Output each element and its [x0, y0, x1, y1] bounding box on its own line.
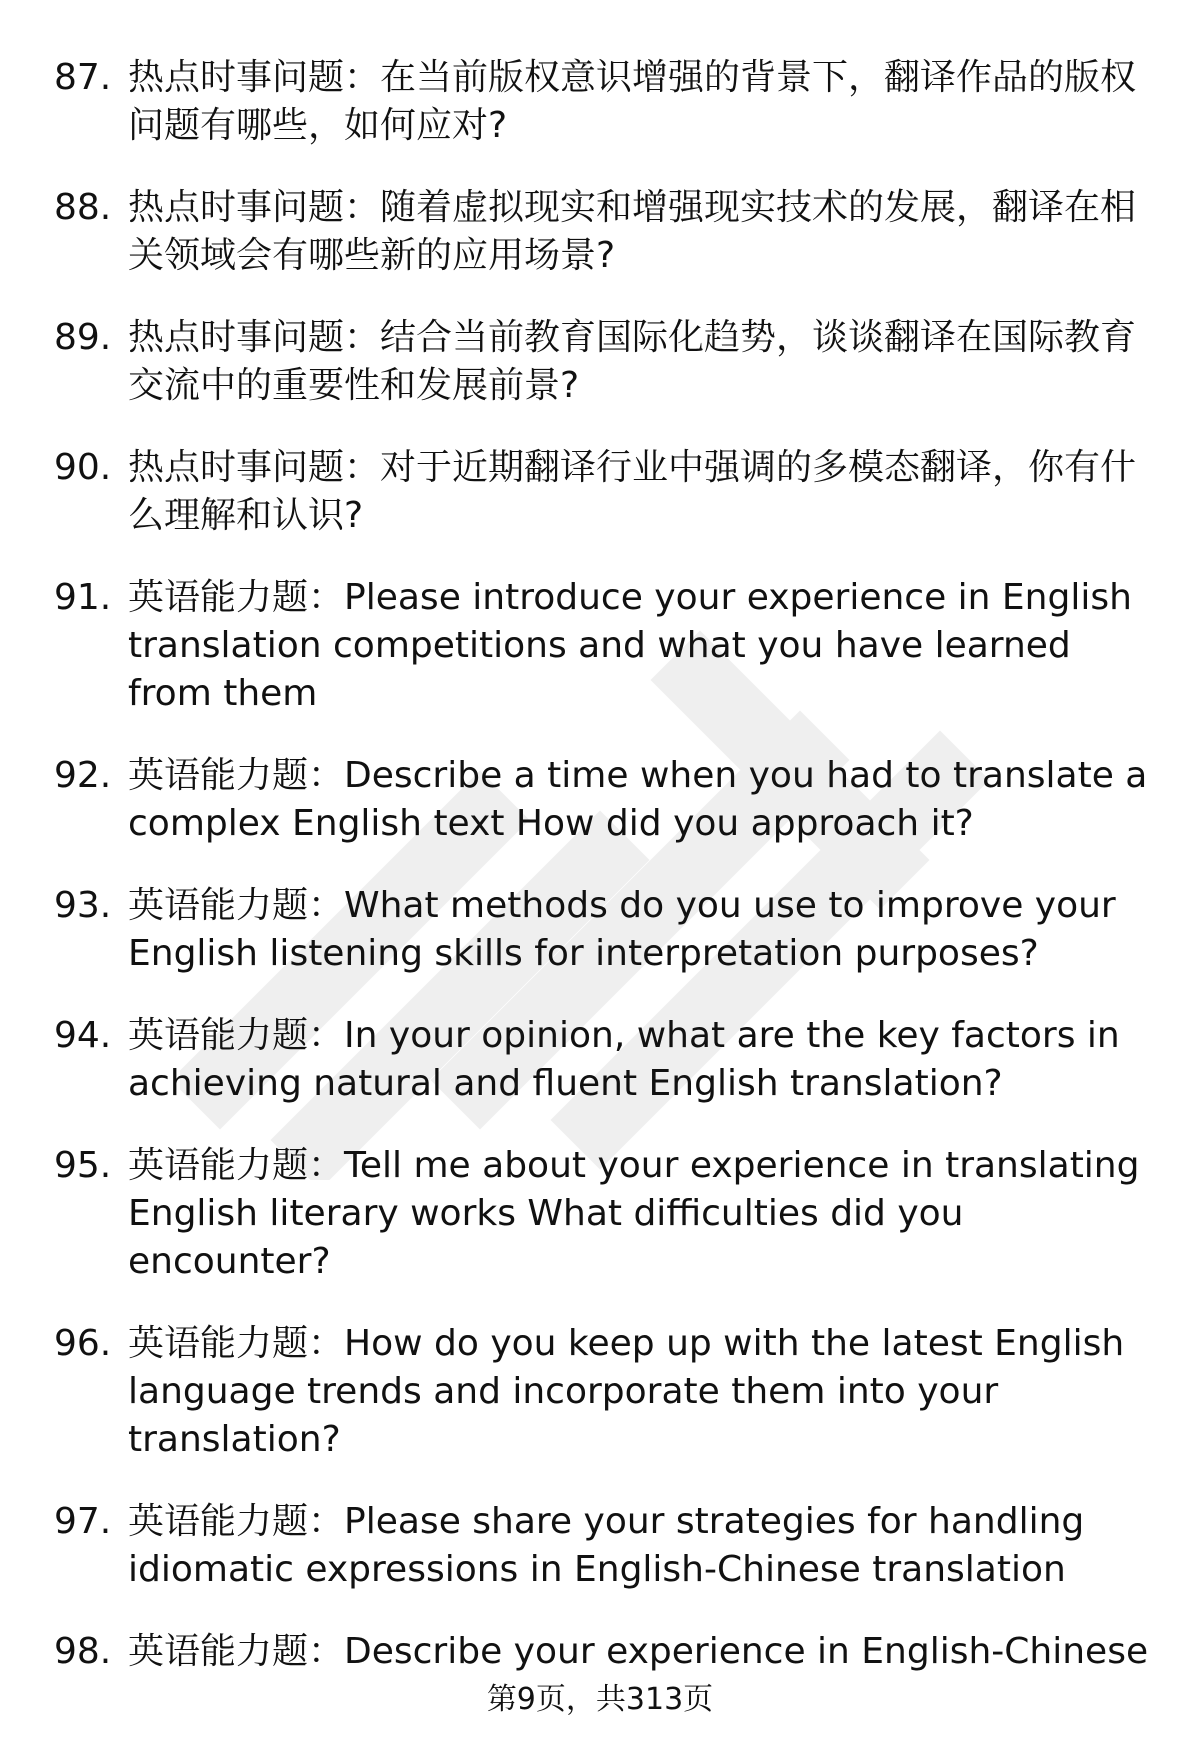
- question-text: [128, 1320, 1154, 1464]
- question-body: In your opinion, what are the key factors in achieving natural and fluent English translation?: [128, 1015, 1120, 1104]
- question-item: [54, 574, 1154, 718]
- question-item: [54, 1498, 1154, 1594]
- question-text: [128, 1628, 1154, 1676]
- question-text: [128, 574, 1154, 718]
- question-body: Please share your strategies for handling idiomatic expressions in English-Chinese translation: [128, 1501, 1085, 1590]
- question-number: 96.: [54, 1323, 112, 1364]
- question-text: [128, 1498, 1154, 1594]
- question-item: [54, 752, 1154, 848]
- question-category: 英语能力题：: [128, 1015, 345, 1056]
- question-body: 随着虚拟现实和增强现实技术的发展，翻译在相关领域会有哪些新的应用场景?: [128, 187, 1137, 276]
- question-category: 英语能力题：: [128, 1145, 345, 1186]
- question-category: 英语能力题：: [128, 1631, 345, 1672]
- question-item: [54, 1142, 1154, 1286]
- question-item: [54, 184, 1154, 280]
- question-category: 英语能力题：: [128, 755, 345, 796]
- question-category: 热点时事问题：: [128, 447, 381, 488]
- question-category: 英语能力题：: [128, 1323, 345, 1364]
- question-number: 92.: [54, 755, 112, 796]
- question-item: [54, 1012, 1154, 1108]
- question-text: [128, 882, 1154, 978]
- question-text: [128, 752, 1154, 848]
- question-category: 热点时事问题：: [128, 317, 381, 358]
- question-number: 98.: [54, 1631, 112, 1672]
- question-number: 93.: [54, 885, 112, 926]
- question-category: 热点时事问题：: [128, 187, 381, 228]
- question-body: How do you keep up with the latest English language trends and incorporate them into your translation?: [128, 1323, 1125, 1460]
- question-text: [128, 1012, 1154, 1108]
- question-category: 热点时事问题：: [128, 57, 381, 98]
- question-text: [128, 184, 1154, 280]
- question-body: Describe your experience in English-Chinese: [344, 1631, 1149, 1672]
- question-body: Describe a time when you had to translate a complex English text How did you approach it?: [128, 755, 1148, 844]
- question-number: 88.: [54, 187, 112, 228]
- question-number: 89.: [54, 317, 112, 358]
- question-body: Tell me about your experience in translating English literary works What difficulties did you encounter?: [128, 1145, 1140, 1282]
- question-number: 87.: [54, 57, 112, 98]
- question-body: What methods do you use to improve your English listening skills for interpretation purposes?: [128, 885, 1116, 974]
- question-text: [128, 444, 1154, 540]
- question-category: 英语能力题：: [128, 577, 345, 618]
- question-item: [54, 1320, 1154, 1464]
- question-number: 90.: [54, 447, 112, 488]
- question-list: [54, 54, 1154, 1710]
- question-category: 英语能力题：: [128, 885, 345, 926]
- question-item: [54, 1628, 1154, 1676]
- question-number: 97.: [54, 1501, 112, 1542]
- question-item: [54, 314, 1154, 410]
- question-text: [128, 54, 1154, 150]
- question-body: 在当前版权意识增强的背景下，翻译作品的版权问题有哪些，如何应对?: [128, 57, 1137, 146]
- question-category: 英语能力题：: [128, 1501, 345, 1542]
- question-item: [54, 444, 1154, 540]
- question-text: [128, 314, 1154, 410]
- question-body: Please introduce your experience in English translation competitions and what you have learned from them: [128, 577, 1132, 714]
- question-number: 95.: [54, 1145, 112, 1186]
- question-body: 对于近期翻译行业中强调的多模态翻译，你有什么理解和认识?: [128, 447, 1137, 536]
- question-text: [128, 1142, 1154, 1286]
- question-body: 结合当前教育国际化趋势，谈谈翻译在国际教育交流中的重要性和发展前景?: [128, 317, 1137, 406]
- question-number: 94.: [54, 1015, 112, 1056]
- question-item: [54, 882, 1154, 978]
- page-footer: 第9页，共313页: [486, 1682, 714, 1717]
- question-item: [54, 54, 1154, 150]
- question-number: 91.: [54, 577, 112, 618]
